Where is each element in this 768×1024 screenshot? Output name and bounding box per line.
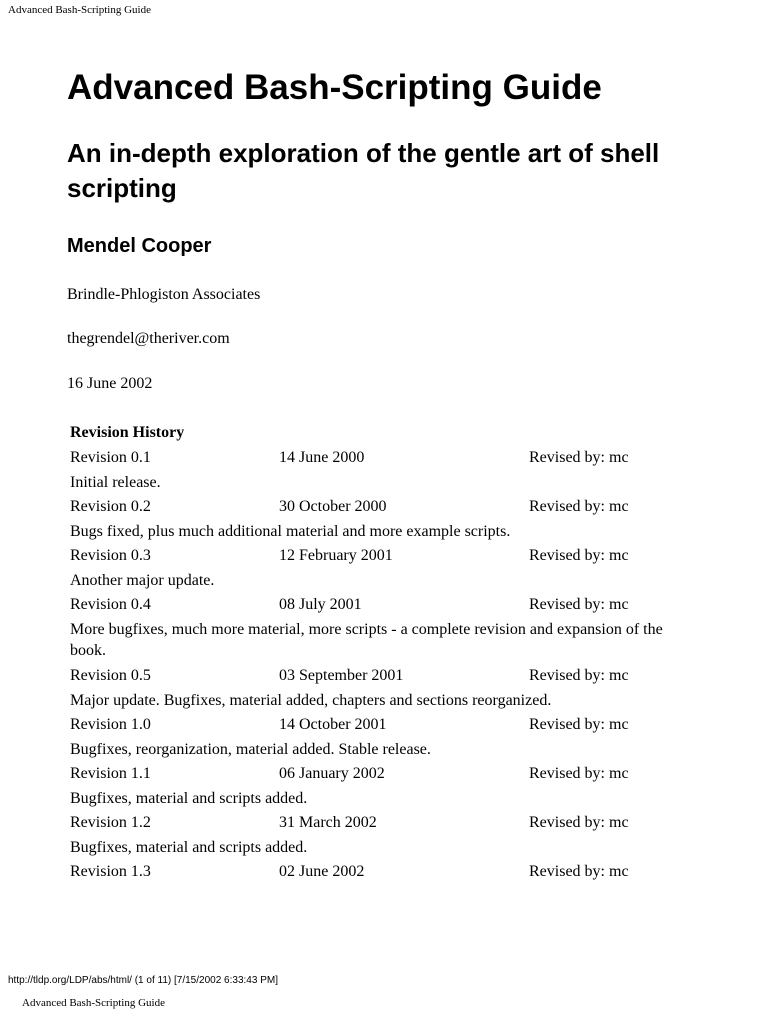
revision-description: Another major update.: [70, 572, 215, 589]
running-header: Advanced Bash-Scripting Guide: [8, 4, 151, 16]
revision-row: [70, 664, 710, 690]
revision-row: [70, 860, 710, 886]
publication-date: 16 June 2002: [67, 375, 153, 392]
revision-date: 02 June 2002: [279, 863, 365, 880]
revision-date: 06 January 2002: [279, 765, 385, 782]
revision-description: Major update. Bugfixes, material added, chapters and sections reorganized.: [70, 692, 552, 709]
revision-date: 31 March 2002: [279, 814, 377, 831]
revision-description: Bugfixes, material and scripts added.: [70, 839, 308, 856]
revision-row: [70, 446, 710, 472]
revision-description: Bugfixes, reorganization, material added. Stable release.: [70, 741, 431, 758]
revision-date: 14 June 2000: [279, 449, 365, 466]
revision-history: [70, 422, 710, 886]
revision-date: 14 October 2001: [279, 716, 387, 733]
revision-number: Revision 1.3: [70, 863, 151, 880]
revision-row: [70, 713, 710, 739]
revision-number: Revision 1.1: [70, 765, 151, 782]
author-affiliation: Brindle-Phlogiston Associates: [67, 286, 261, 303]
document-subtitle: An in-depth exploration of the gentle art of shell scripting: [67, 138, 660, 203]
revision-author: Revised by: mc: [529, 863, 629, 880]
revision-number: Revision 0.4: [70, 596, 151, 613]
revision-number: Revision 1.2: [70, 814, 151, 831]
revision-description: Bugs fixed, plus much additional material and more example scripts.: [70, 523, 511, 540]
revision-number: Revision 0.2: [70, 498, 151, 515]
revision-description: More bugfixes, much more material, more scripts - a complete revision and expansion of the book.: [70, 621, 663, 659]
revision-description: Bugfixes, material and scripts added.: [70, 790, 308, 807]
revision-row: [70, 593, 710, 619]
revision-author: Revised by: mc: [529, 765, 629, 782]
revision-date: 03 September 2001: [279, 667, 404, 684]
revision-date: 08 July 2001: [279, 596, 362, 613]
revision-author: Revised by: mc: [529, 667, 629, 684]
author-name: Mendel Cooper: [67, 235, 212, 257]
revision-date: 30 October 2000: [279, 498, 387, 515]
revision-row: [70, 811, 710, 837]
revision-number: Revision 0.1: [70, 449, 151, 466]
document-title: Advanced Bash-Scripting Guide: [67, 68, 602, 107]
revision-number: Revision 1.0: [70, 716, 151, 733]
revision-author: Revised by: mc: [529, 814, 629, 831]
revision-row: [70, 762, 710, 788]
revision-author: Revised by: mc: [529, 596, 629, 613]
revision-author: Revised by: mc: [529, 547, 629, 564]
revision-description: Initial release.: [70, 474, 161, 491]
revision-author: Revised by: mc: [529, 498, 629, 515]
revision-author: Revised by: mc: [529, 716, 629, 733]
running-footer: Advanced Bash-Scripting Guide: [22, 997, 165, 1009]
revision-history-heading: Revision History: [70, 424, 185, 441]
revision-row: [70, 495, 710, 521]
revision-row: [70, 544, 710, 570]
author-email: thegrendel@theriver.com: [67, 330, 230, 347]
revision-date: 12 February 2001: [279, 547, 393, 564]
revision-number: Revision 0.5: [70, 667, 151, 684]
revision-number: Revision 0.3: [70, 547, 151, 564]
source-url-line: http://tldp.org/LDP/abs/html/ (1 of 11) [7/15/2002 6:33:43 PM]: [8, 975, 278, 986]
revision-author: Revised by: mc: [529, 449, 629, 466]
